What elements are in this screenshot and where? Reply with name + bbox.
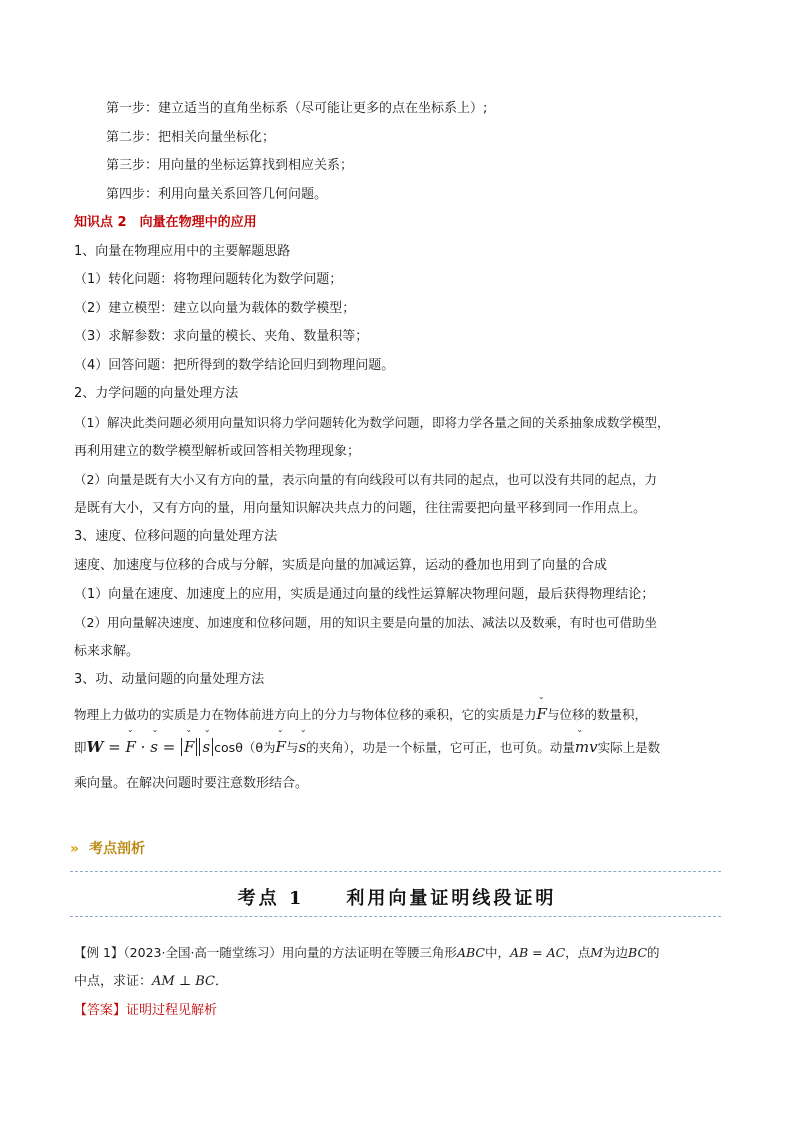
formula-force-vector: ˇ F: [125, 738, 135, 756]
paren-displacement-vector: ˇ s: [298, 738, 306, 756]
example-line2-text-a: 中点，求证：: [74, 974, 153, 989]
divider-bottom: [70, 916, 721, 917]
equals-1: =: [103, 738, 126, 756]
section-1-item-4: （4）回答问题：把所得到的数学结论回归到物理问题。: [74, 358, 395, 373]
formula-tail: 实际上是数: [597, 740, 661, 755]
section-2-para-2-line-2: 是既有大小，又有方向的量，用向量知识解决共点力的问题，往往需要把向量平移到同一作用点上。: [74, 501, 647, 516]
exam-analysis-label: 考点剖析: [89, 841, 146, 857]
answer-tag: 【答案】: [74, 1003, 127, 1018]
example-text-d: 为边: [603, 945, 629, 960]
paren-text-a: （θ为: [242, 740, 276, 755]
divider-top: [70, 871, 721, 872]
formula-prefix: 即: [74, 740, 87, 755]
example-text-c: ，点: [565, 945, 591, 960]
section-3-para-2-line-2: 标来求解。: [74, 644, 140, 659]
exam-point-1-title: 考点 1 利用向量证明线段证明: [237, 888, 557, 909]
force-vector: ˇ F: [537, 705, 547, 723]
work-symbol: W: [86, 738, 104, 756]
section-4-para-1-text-a: 物理上力做功的实质是力在物体前进方向上的分力与物体位移的乘积，它的实质是力: [74, 707, 537, 722]
section-1-title: 1、向量在物理应用中的主要解题思路: [74, 244, 291, 259]
section-4-para-3: 乘向量。在解决问题时要注意数形结合。: [74, 776, 309, 791]
section-3-para-1: （1）向量在速度、加速度上的应用，实质是通过向量的线性运算解决物理问题，最后获得物理结论；: [74, 587, 655, 602]
section-1-item-2: （2）建立模型：建立以向量为载体的数学模型；: [74, 301, 356, 316]
section-2-title: 2、力学问题的向量处理方法: [74, 386, 239, 401]
formula-displacement-vector: ˇ s: [150, 738, 158, 756]
perpendicular-claim: AM ⊥ BC: [152, 974, 215, 989]
section-4-formula-line: [74, 738, 660, 757]
paren-force-vector: ˇ F: [276, 738, 286, 756]
paren-text-b: 的夹角），功是一个标量，它可正，也可负。动量: [306, 740, 575, 755]
example-text-e: 的: [647, 945, 660, 960]
section-3-para-2-line-1: （2）用向量解决速度、加速度和位移问题，用的知识主要是向量的加法、减法以及数乘，有时也可借助坐: [74, 615, 657, 630]
displacement-magnitude: [199, 738, 213, 756]
step-2: 第二步：把相关向量坐标化；: [106, 130, 276, 145]
cos-theta: cosθ: [214, 740, 243, 755]
section-2-para-1-line-2: 再利用建立的数学模型解析或回答相关物理现象；: [74, 444, 361, 459]
force-magnitude: [181, 738, 197, 756]
abs-force-vector: ˇ F: [184, 738, 194, 756]
step-1: 第一步：建立适当的直角坐标系（尽可能让更多的点在坐标系上）;: [106, 101, 488, 116]
paren-text-mid: 与: [285, 740, 299, 755]
side-bc: BC: [628, 945, 648, 960]
dot-operator: ·: [135, 738, 151, 756]
answer-line: [74, 1002, 217, 1020]
equals-2: =: [157, 738, 181, 756]
triangle-abc: ABC: [456, 945, 485, 960]
momentum-vector: ˇ mv: [575, 738, 598, 756]
knowledge-point-2-title: 知识点 2 向量在物理中的应用: [74, 215, 257, 230]
step-3: 第三步：用向量的坐标运算找到相应关系；: [106, 158, 354, 173]
example-line2-text-b: ．: [214, 974, 228, 989]
example-text-a: 【例 1】（2023·全国·高一随堂练习）用向量的方法证明在等腰三角形: [74, 945, 457, 960]
section-3-title: 3、速度、位移问题的向量处理方法: [74, 529, 278, 544]
example-text-b: 中，: [484, 945, 510, 960]
abs-displacement-vector: ˇ s: [202, 738, 210, 756]
section-2-para-2-line-1: （2）向量是既有大小又有方向的量，表示向量的有向线段可以有共同的起点，也可以没有共同的起点，力: [74, 472, 657, 487]
section-4-para-1-text-b: 与位移的数量积，: [546, 707, 647, 722]
section-4-para-1: [74, 705, 647, 724]
example-1-line-1: [74, 944, 660, 962]
exam-analysis-banner: [70, 838, 145, 858]
section-1-item-3: （3）求解参数：求向量的模长、夹角、数量积等；: [74, 329, 369, 344]
answer-text: 证明过程见解析: [126, 1003, 218, 1018]
section-3-intro: 速度、加速度与位移的合成与分解，实质是向量的加减运算，运动的叠加也用到了向量的合成: [74, 558, 608, 573]
section-2-para-1-line-1: （1）解决此类问题必须用向量知识将力学问题转化为数学问题，即将力学各量之间的关系抽象成数学模型，: [74, 415, 670, 430]
point-m: M: [590, 945, 604, 960]
section-1-item-1: （1）转化问题：将物理问题转化为数学问题；: [74, 272, 343, 287]
double-chevron-icon: »: [70, 841, 78, 857]
equal-sides: AB = AC: [509, 945, 566, 960]
example-1-line-2: [74, 973, 228, 991]
section-4-title: 3、功、动量问题的向量处理方法: [74, 672, 265, 687]
step-4: 第四步：利用向量关系回答几何问题。: [106, 187, 328, 202]
